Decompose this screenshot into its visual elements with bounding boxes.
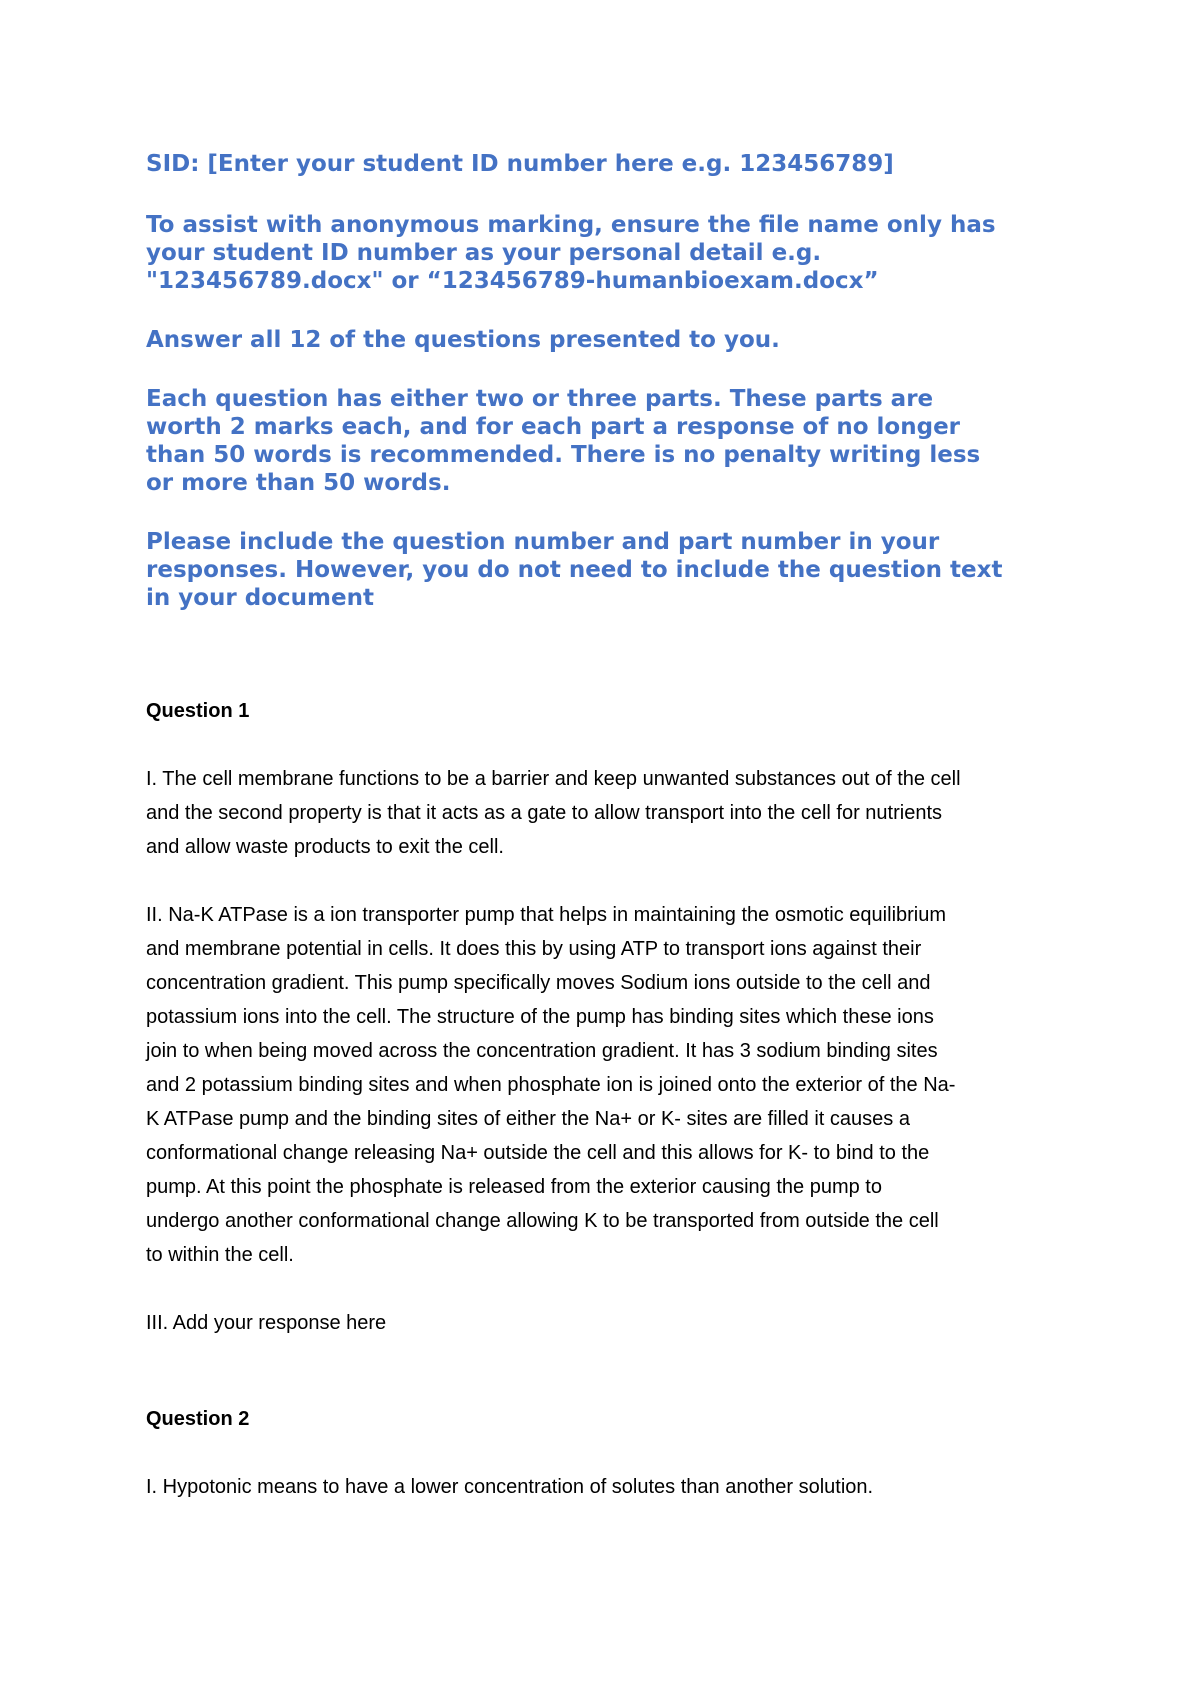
file-name-instruction: To assist with anonymous marking, ensure the file name only has your student ID number as your personal detail e.g. "123456789.docx" or “123456789-humanbioexam.docx” — [146, 212, 996, 294]
question-1-heading: Question 1 — [146, 700, 250, 722]
sid-instruction: SID: [Enter your student ID number here e.g. 123456789] — [146, 151, 894, 177]
answer-all-instruction: Answer all 12 of the questions presented to you. — [146, 327, 780, 353]
question-1-part-2: II. Na-K ATPase is a ion transporter pump that helps in maintaining the osmotic equilibrium and membrane potential in cells. It does this by using ATP to transport ions against their concentration gradient. This pump specifically moves Sodium ions outside to the cell and potassium ions into the cell. The structure of the pump has binding sites which these ions join to when being moved across the concentration gradient. It has 3 sodium binding sites and 2 potassium binding sites and when phosphate ion is joined onto the exterior of the Na- K ATPase pump and the binding sites of either the Na+ or K- sites are filled it causes a conformational change releasing Na+ outside the cell and this allows for K- to bind to the pump. At this point the phosphate is released from the exterior causing the pump to undergo another conformational change allowing K to be transported from outside the cell to within the cell. — [146, 904, 956, 1266]
question-2-heading: Question 2 — [146, 1408, 250, 1430]
question-2-part-1: I. Hypotonic means to have a lower concentration of solutes than another solution. — [146, 1476, 874, 1498]
question-1-part-1: I. The cell membrane functions to be a barrier and keep unwanted substances out of the cell and the second property is that it acts as a gate to allow transport into the cell for nutrients and allow waste products to exit the cell. — [146, 768, 961, 858]
parts-instruction: Each question has either two or three parts. These parts are worth 2 marks each, and for each part a response of no longer than 50 words is recommended. There is no penalty writing less or more than 50 words. — [146, 386, 981, 496]
question-1-part-3: III. Add your response here — [146, 1312, 387, 1334]
include-numbers-instruction: Please include the question number and part number in your responses. However, you do not need to include the question text in your document — [146, 529, 1003, 611]
document-body — [146, 150, 1066, 1504]
